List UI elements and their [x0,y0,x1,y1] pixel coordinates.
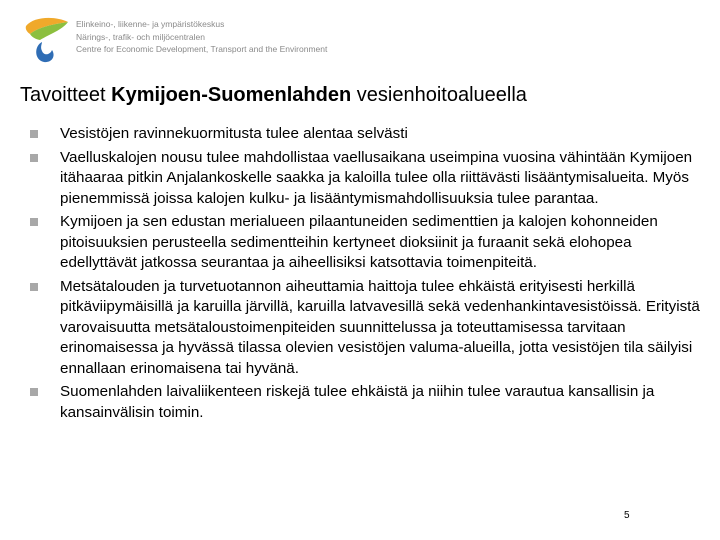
slide-title [20,82,527,108]
bullet-text: Vaelluskalojen nousu tulee mahdollistaa vaellusaikana useimpina vuosina vähintään Kymijoen itähaaraa pitkin Anjalankoskelle saakka ja kaloilla tulee olla riittävästi lisääntymisalueita. Myös pienemmissä joissa kalojen kulku- ja lisääntymismahdollisuuksia tulee parantaa. [60,148,693,207]
page-number: 5 [624,510,630,521]
bullet-item [30,277,705,380]
bullet-item [30,382,705,423]
organization-name [76,18,327,56]
org-line-sv: Närings-, trafik- och miljöcentralen [76,31,205,42]
square-bullet-icon [30,388,38,396]
bullet-text: Metsätalouden ja turvetuotannon aiheuttamia haittoja tulee ehkäistä erityisesti herkillä pitkäviipymäisillä ja karuilla järvillä, karuilla latvavesillä sekä vedenhankintavesistöissä. Erityistä varovaisuutta metsätaloustoimenpiteiden suunnittelussa ja toteuttamisessa tarvitaan erinomaisessa ja hyvässä tilassa olevien vesistöjen valuma-alueilla, jotta vesistöjen tila säilyisi ennallaan erinomaisena tai hyvänä. [60,277,700,377]
bullet-item [30,124,705,145]
bullet-text: Vesistöjen ravinnekuormitusta tulee alentaa selvästi [60,125,408,142]
logo-blue-drop [36,42,53,62]
org-line-en: Centre for Economic Development, Transport and the Environment [76,44,328,54]
bullet-text: Suomenlahden laivaliikenteen riskejä tulee ehkäistä ja niihin tulee varautua kansallisin ja kansainvälisin toimin. [60,383,655,421]
org-line-fi: Elinkeino-, liikenne- ja ympäristökeskus [76,19,225,29]
title-bold: Kymijoen-Suomenlahden [111,84,352,106]
title-prefix: Tavoitteet [20,84,112,106]
square-bullet-icon [30,130,38,138]
bullet-item [30,148,705,210]
bullet-text: Kymijoen ja sen edustan merialueen pilaantuneiden sedimenttien ja kalojen kohonneiden pitoisuuksien perusteella sedimentteihin kertyneet dioksiinit ja furaanit sekä elohopea edellyttävät jatkossa seurantaa ja aiheellisiksi katsottavia toimenpiteitä. [60,213,658,271]
square-bullet-icon [30,283,38,291]
square-bullet-icon [30,218,38,226]
square-bullet-icon [30,154,38,162]
bullet-list [30,124,705,426]
title-suffix: vesienhoitoalueella [351,84,527,106]
ely-logo [22,14,74,66]
bullet-item [30,212,705,274]
